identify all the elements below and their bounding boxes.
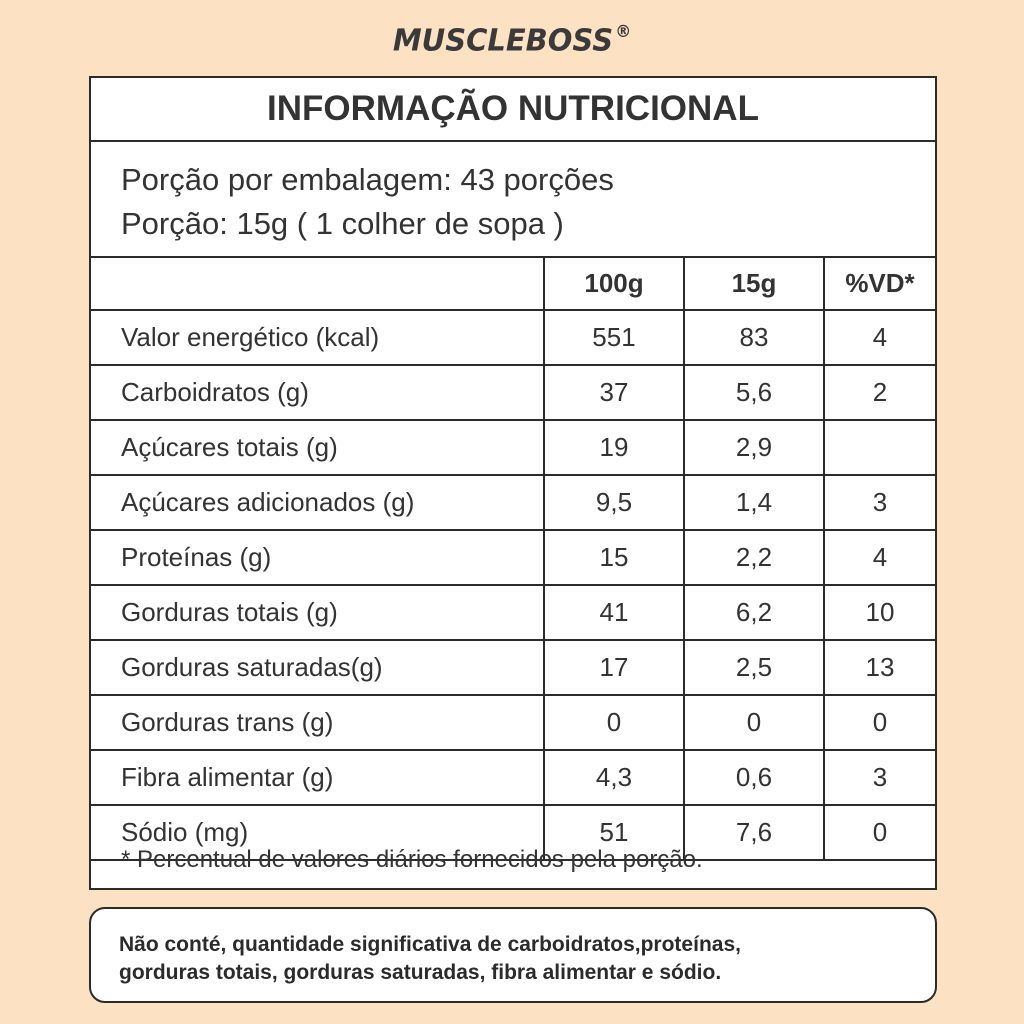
value-vd: 4 bbox=[824, 530, 935, 585]
value-15g: 1,4 bbox=[684, 475, 824, 530]
value-15g: 0,6 bbox=[684, 750, 824, 805]
footnote: * Percentual de valores diários fornecidos pela porção. bbox=[121, 846, 703, 873]
brand-name: MUSCLEBOSS bbox=[392, 22, 614, 58]
nutrient-name: Fibra alimentar (g) bbox=[91, 750, 544, 805]
value-vd: 0 bbox=[824, 695, 935, 750]
value-100g: 37 bbox=[544, 365, 684, 420]
table-row bbox=[91, 365, 935, 420]
value-15g: 2,9 bbox=[684, 420, 824, 475]
brand-logo bbox=[0, 21, 1024, 58]
value-vd: 0 bbox=[824, 805, 935, 860]
value-100g: 51 bbox=[544, 805, 684, 860]
nutrient-name: Gorduras totais (g) bbox=[91, 585, 544, 640]
table-row bbox=[91, 640, 935, 695]
nutrient-name: Sódio (mg) bbox=[91, 805, 544, 860]
value-vd bbox=[824, 420, 935, 475]
table-row bbox=[91, 310, 935, 365]
table-row bbox=[91, 420, 935, 475]
table-row bbox=[91, 475, 935, 530]
table-row bbox=[91, 530, 935, 585]
header-100g: 100g bbox=[544, 258, 684, 310]
value-100g: 9,5 bbox=[544, 475, 684, 530]
notice-line-2: gorduras totais, gorduras saturadas, fibra alimentar e sódio. bbox=[119, 961, 722, 984]
notice-line-1: Não conté, quantidade significativa de carboidratos,proteínas, bbox=[119, 933, 741, 956]
value-15g: 2,5 bbox=[684, 640, 824, 695]
nutrient-name: Gorduras trans (g) bbox=[91, 695, 544, 750]
table-row bbox=[91, 750, 935, 805]
value-vd: 3 bbox=[824, 750, 935, 805]
portion-info bbox=[91, 142, 935, 258]
table-row bbox=[91, 695, 935, 750]
value-15g: 5,6 bbox=[684, 365, 824, 420]
nutrition-panel bbox=[89, 76, 937, 890]
table-header-row bbox=[91, 258, 935, 310]
value-vd: 10 bbox=[824, 585, 935, 640]
table-row bbox=[91, 585, 935, 640]
value-100g: 41 bbox=[544, 585, 684, 640]
value-100g: 0 bbox=[544, 695, 684, 750]
value-vd: 3 bbox=[824, 475, 935, 530]
nutrient-name: Carboidratos (g) bbox=[91, 365, 544, 420]
nutrient-name: Valor energético (kcal) bbox=[91, 310, 544, 365]
portion-size: Porção: 15g ( 1 colher de sopa ) bbox=[121, 206, 564, 241]
notice-box bbox=[89, 907, 937, 1003]
value-15g: 2,2 bbox=[684, 530, 824, 585]
registered-mark: ® bbox=[615, 21, 632, 42]
nutrient-name: Gorduras saturadas(g) bbox=[91, 640, 544, 695]
value-vd: 2 bbox=[824, 365, 935, 420]
portion-per-package: Porção por embalagem: 43 porções bbox=[121, 162, 614, 197]
value-100g: 4,3 bbox=[544, 750, 684, 805]
header-vd: %VD* bbox=[824, 258, 935, 310]
panel-title: INFORMAÇÃO NUTRICIONAL bbox=[91, 78, 935, 142]
value-15g: 6,2 bbox=[684, 585, 824, 640]
value-100g: 19 bbox=[544, 420, 684, 475]
header-nutrient bbox=[91, 258, 544, 310]
value-100g: 15 bbox=[544, 530, 684, 585]
nutrition-table bbox=[91, 258, 935, 861]
nutrient-name: Açúcares adicionados (g) bbox=[91, 475, 544, 530]
value-vd: 13 bbox=[824, 640, 935, 695]
nutrient-name: Proteínas (g) bbox=[91, 530, 544, 585]
value-100g: 17 bbox=[544, 640, 684, 695]
value-15g: 7,6 bbox=[684, 805, 824, 860]
value-vd: 4 bbox=[824, 310, 935, 365]
header-15g: 15g bbox=[684, 258, 824, 310]
value-15g: 0 bbox=[684, 695, 824, 750]
value-100g: 551 bbox=[544, 310, 684, 365]
value-15g: 83 bbox=[684, 310, 824, 365]
nutrient-name: Açúcares totais (g) bbox=[91, 420, 544, 475]
